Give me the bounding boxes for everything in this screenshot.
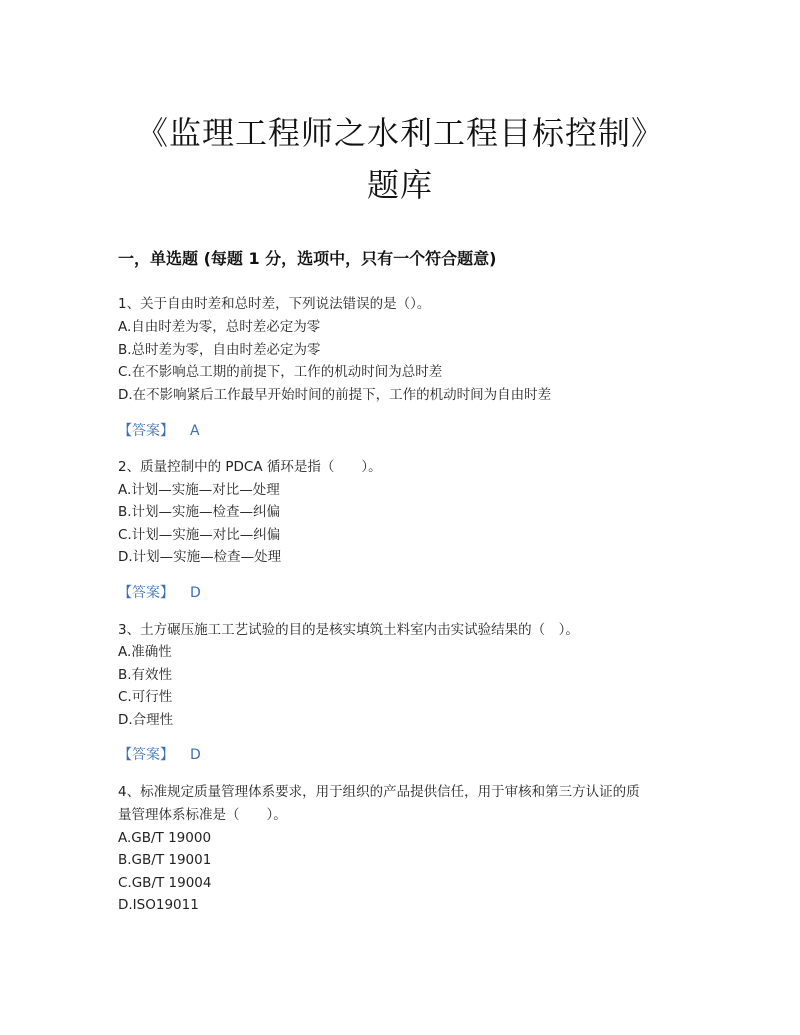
question-1-option-c: C.在不影响总工期的前提下，工作的机动时间为总时差 xyxy=(118,364,443,380)
question-3-option-c: C.可行性 xyxy=(118,689,173,705)
question-3-stem: 3、土方碾压施工工艺试验的目的是核实填筑土料室内击实试验结果的（ ）。 xyxy=(118,622,579,638)
question-1-stem: 1、关于自由时差和总时差，下列说法错误的是（）。 xyxy=(118,296,431,312)
answer-value: A xyxy=(190,423,200,439)
question-1-option-b: B.总时差为零，自由时差必定为零 xyxy=(118,342,321,358)
question-1-option-d: D.在不影响紧后工作最早开始时间的前提下，工作的机动时间为自由时差 xyxy=(118,387,552,403)
question-2-stem: 2、质量控制中的 PDCA 循环是指（ ）。 xyxy=(118,459,382,475)
question-4-option-c: C.GB/T 19004 xyxy=(118,875,212,891)
answer-label: 【答案】 xyxy=(118,585,174,601)
question-2-answer xyxy=(118,584,201,602)
question-3-answer xyxy=(118,746,201,764)
question-3-option-d: D.合理性 xyxy=(118,712,174,728)
answer-value: D xyxy=(190,747,201,763)
answer-label: 【答案】 xyxy=(118,747,174,763)
document-title-line1: 《监理工程师之水利工程目标控制》 xyxy=(135,114,664,152)
question-2-option-a: A.计划—实施—对比—处理 xyxy=(118,482,280,498)
question-4-option-a: A.GB/T 19000 xyxy=(118,830,212,846)
question-4-option-b: B.GB/T 19001 xyxy=(118,852,212,868)
question-3-option-a: A.准确性 xyxy=(118,644,172,660)
answer-label: 【答案】 xyxy=(118,423,174,439)
question-2-option-b: B.计划—实施—检查—纠偏 xyxy=(118,504,281,520)
question-4-option-d: D.ISO19011 xyxy=(118,897,199,913)
question-2-option-c: C.计划—实施—对比—纠偏 xyxy=(118,527,281,543)
question-1-option-a: A.自由时差为零，总时差必定为零 xyxy=(118,319,321,335)
question-3-option-b: B.有效性 xyxy=(118,667,173,683)
question-2-option-d: D.计划—实施—检查—处理 xyxy=(118,549,282,565)
document-title-line2: 题库 xyxy=(366,166,433,204)
question-4-stem-line2: 量管理体系标准是（ ）。 xyxy=(118,807,287,823)
question-4-stem-line1: 4、标准规定质量管理体系要求，用于组织的产品提供信任，用于审核和第三方认证的质 xyxy=(118,784,640,800)
answer-value: D xyxy=(190,585,201,601)
section-heading: 一，单选题 (每题 1 分，选项中，只有一个符合题意) xyxy=(118,249,497,268)
question-1-answer xyxy=(118,422,200,440)
